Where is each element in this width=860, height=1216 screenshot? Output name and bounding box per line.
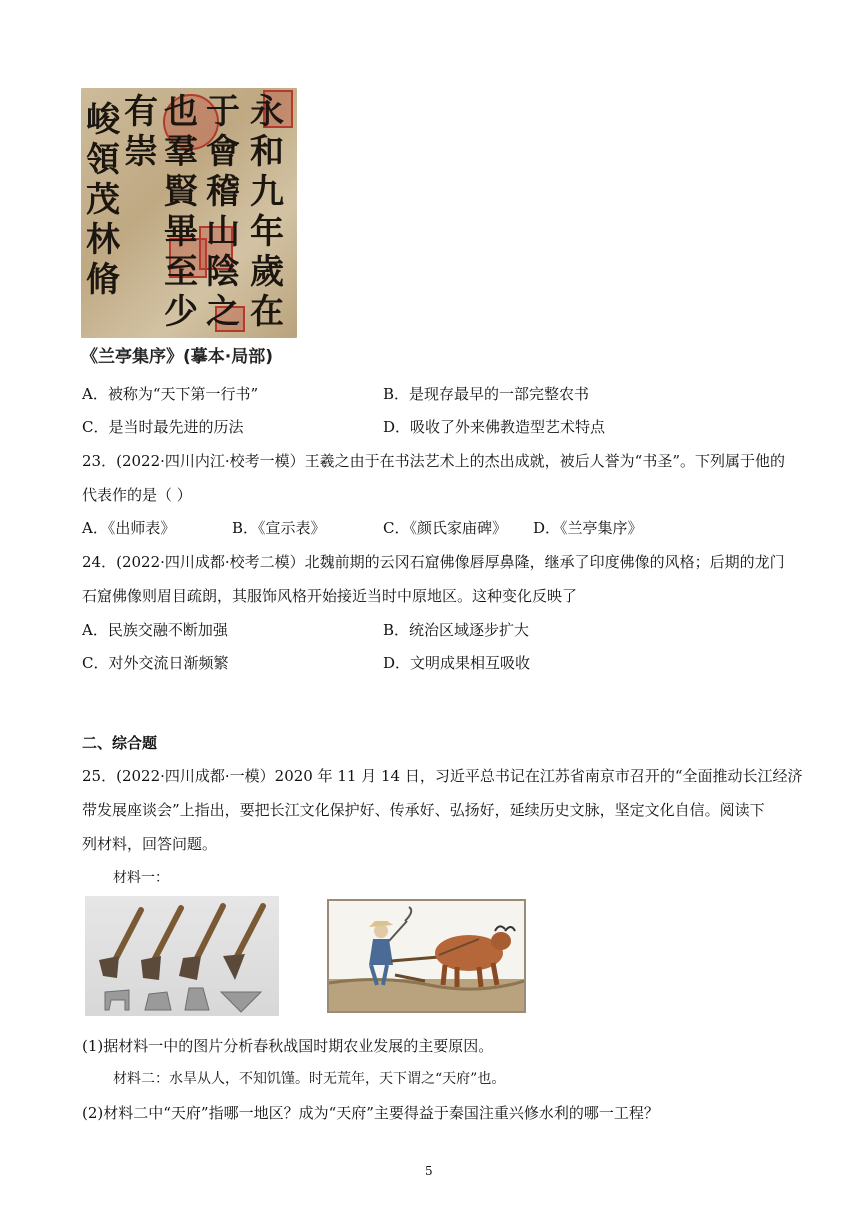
q22-option-c: C．是当时最先进的历法	[82, 418, 244, 436]
q23-stem-line-2: 代表作的是（ ）	[82, 486, 192, 504]
q25-stem-line-2: 带发展座谈会”上指出，要把长江文化保护好、传承好、弘扬好，延续历史文脉，坚定文化自信。阅读下	[82, 801, 765, 819]
q24-stem-line-2: 石窟佛像则眉目疏朗，其服饰风格开始接近当时中原地区。这种变化反映了	[82, 587, 578, 605]
q22-option-b: B．是现存最早的一部完整农书	[383, 385, 590, 403]
q24-stem-line-1: 24．(2022·四川成都·校考二模）北魏前期的云冈石窟佛像唇厚鼻隆，继承了印度佛像的风格；后期的龙门	[82, 553, 785, 571]
q24-option-c: C．对外交流日渐频繁	[82, 654, 229, 672]
section-title: 二、综合题	[82, 734, 158, 752]
q25-stem-line-3: 列材料，回答问题。	[82, 835, 218, 853]
iron-farming-tools-image	[85, 896, 279, 1016]
q25-stem-line-1: 25．(2022·四川成都·一模）2020 年 11 月 14 日，习近平总书记在江苏省南京市召开的“全面推动长江经济	[82, 767, 803, 785]
lantingxu-calligraphy-image	[81, 88, 297, 338]
q23-option-c: C．《颜氏家庙碑》	[383, 519, 507, 537]
material-two-text: 材料二：水旱从人，不知饥馑。时无荒年，天下谓之“天府”也。	[113, 1071, 506, 1087]
q22-option-a: A．被称为“天下第一行书”	[82, 385, 259, 403]
q22-option-d: D．吸收了外来佛教造型艺术特点	[383, 418, 606, 436]
q23-option-d: D．《兰亭集序》	[533, 519, 643, 537]
page-number: 5	[425, 1164, 433, 1178]
q25-subquestion-2: (2)材料二中“天府”指哪一地区？成为“天府”主要得益于秦国注重兴修水利的哪一工程？	[82, 1104, 659, 1122]
calligraphy-column-2: 于會稽山陰之	[206, 92, 240, 332]
q25-subquestion-1: (1)据材料一中的图片分析春秋战国时期农业发展的主要原因。	[82, 1037, 494, 1055]
q24-option-b: B．统治区域逐步扩大	[383, 621, 530, 639]
calligraphy-column-3: 也羣賢畢至少	[164, 92, 198, 332]
q24-option-d: D．文明成果相互吸收	[383, 654, 531, 672]
image-caption: 《兰亭集序》(摹本·局部)	[81, 347, 273, 367]
calligraphy-column-1: 永和九年歲在	[250, 92, 284, 332]
calligraphy-column-4: 有崇	[124, 92, 158, 172]
q23-option-b: B．《宣示表》	[232, 519, 326, 537]
material-one-label: 材料一：	[113, 870, 169, 886]
q24-option-a: A．民族交融不断加强	[82, 621, 228, 639]
calligraphy-column-5: 峻領茂林脩	[86, 100, 120, 300]
q23-stem-line-1: 23．(2022·四川内江·校考一模）王羲之由于在书法艺术上的杰出成就，被后人誉为“书圣”。下列属于他的	[82, 452, 785, 470]
ox-plowing-image	[327, 899, 526, 1013]
q23-option-a: A．《出师表》	[82, 519, 176, 537]
